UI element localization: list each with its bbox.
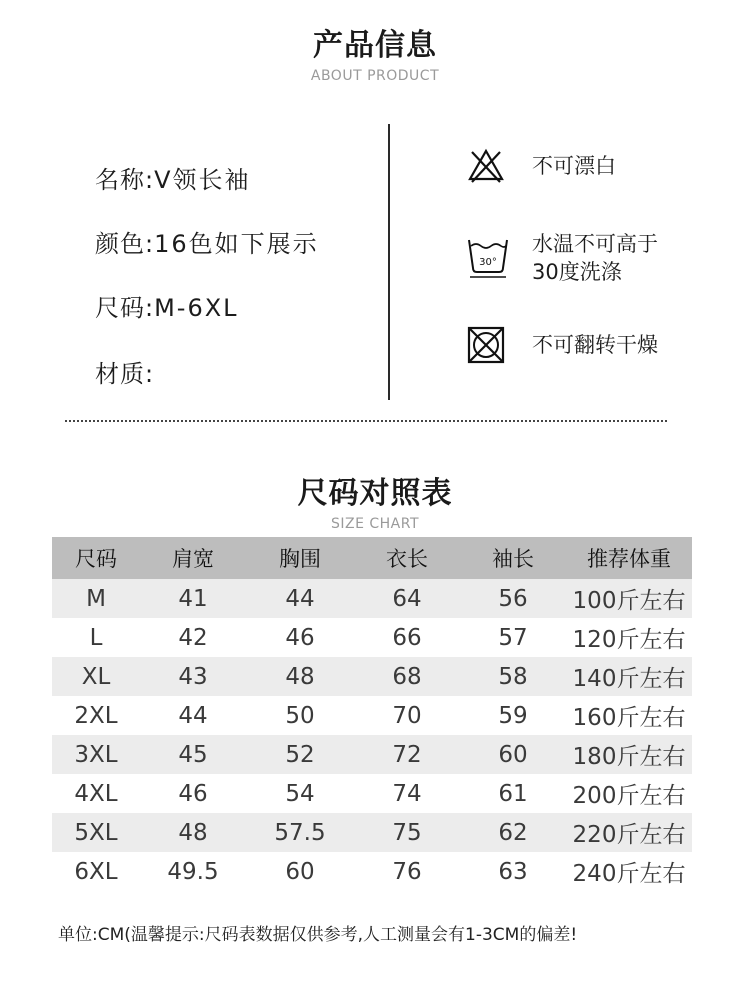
table-cell: 41 xyxy=(140,579,246,618)
size-chart-table xyxy=(52,537,692,891)
table-cell: 56 xyxy=(460,579,566,618)
table-cell: 140斤左右 xyxy=(566,657,692,696)
header-cell: 衣长 xyxy=(354,537,460,579)
table-cell: 64 xyxy=(354,579,460,618)
care-text: 不可翻转干燥 xyxy=(532,333,658,357)
header-cell: 尺码 xyxy=(52,537,140,579)
table-cell: 200斤左右 xyxy=(566,774,692,813)
table-cell: 66 xyxy=(354,618,460,657)
header-cell: 推荐体重 xyxy=(566,537,692,579)
table-cell: 49.5 xyxy=(140,852,246,891)
table-cell: 61 xyxy=(460,774,566,813)
measurement-note: 单位:CM(温馨提示:尺码表数据仅供参考,人工测量会有1-3CM的偏差! xyxy=(58,925,578,945)
table-cell: L xyxy=(52,618,140,657)
table-row xyxy=(52,813,692,852)
table-cell: 72 xyxy=(354,735,460,774)
wash-30-icon xyxy=(466,236,510,280)
table-cell: 52 xyxy=(246,735,354,774)
table-cell: 57.5 xyxy=(246,813,354,852)
table-cell: 54 xyxy=(246,774,354,813)
table-cell: 74 xyxy=(354,774,460,813)
dotted-separator xyxy=(65,420,667,422)
table-cell: 60 xyxy=(246,852,354,891)
table-cell: 58 xyxy=(460,657,566,696)
table-cell: 63 xyxy=(460,852,566,891)
table-cell: 240斤左右 xyxy=(566,852,692,891)
header-cell: 肩宽 xyxy=(140,537,246,579)
product-info-subtitle: ABOUT PRODUCT xyxy=(310,68,440,84)
table-cell: 50 xyxy=(246,696,354,735)
header-cell: 袖长 xyxy=(460,537,566,579)
table-cell: 220斤左右 xyxy=(566,813,692,852)
table-row xyxy=(52,696,692,735)
table-cell: 45 xyxy=(140,735,246,774)
care-text: 不可漂白 xyxy=(532,154,616,178)
product-info-header xyxy=(0,20,750,84)
table-row xyxy=(52,657,692,696)
table-cell: 3XL xyxy=(52,735,140,774)
size-chart-subtitle: SIZE CHART xyxy=(330,516,420,532)
table-cell: 42 xyxy=(140,618,246,657)
info-row-name xyxy=(95,160,251,195)
table-cell: 48 xyxy=(140,813,246,852)
table-cell: 2XL xyxy=(52,696,140,735)
table-cell: 43 xyxy=(140,657,246,696)
table-cell: 46 xyxy=(140,774,246,813)
info-row-material xyxy=(95,354,154,389)
info-label: 名称: xyxy=(95,166,155,194)
table-cell: 62 xyxy=(460,813,566,852)
table-cell: 48 xyxy=(246,657,354,696)
table-cell: 59 xyxy=(460,696,566,735)
info-value: V领长袖 xyxy=(154,166,251,194)
no-tumble-dry-icon xyxy=(466,325,506,365)
table-cell: 60 xyxy=(460,735,566,774)
table-cell: 180斤左右 xyxy=(566,735,692,774)
vertical-divider xyxy=(388,124,390,400)
info-value: 16色如下展示 xyxy=(154,230,319,258)
table-row xyxy=(52,774,692,813)
info-label: 颜色: xyxy=(95,230,155,258)
info-row-color xyxy=(95,224,319,259)
table-cell: 6XL xyxy=(52,852,140,891)
table-cell: M xyxy=(52,579,140,618)
product-info-title: 产品信息 xyxy=(313,28,437,63)
size-chart-title: 尺码对照表 xyxy=(297,476,453,511)
table-cell: 68 xyxy=(354,657,460,696)
table-cell: 44 xyxy=(246,579,354,618)
table-row xyxy=(52,852,692,891)
table-row xyxy=(52,618,692,657)
info-label: 材质: xyxy=(95,360,155,388)
header-cell: 胸围 xyxy=(246,537,354,579)
no-bleach-icon xyxy=(466,146,506,186)
info-row-size xyxy=(95,288,239,323)
table-cell: 44 xyxy=(140,696,246,735)
table-cell: 75 xyxy=(354,813,460,852)
table-cell: 100斤左右 xyxy=(566,579,692,618)
info-label: 尺码: xyxy=(95,294,155,322)
table-cell: 57 xyxy=(460,618,566,657)
table-cell: 4XL xyxy=(52,774,140,813)
table-row xyxy=(52,579,692,618)
wash-temp-label: 30° xyxy=(479,257,497,268)
table-cell: 70 xyxy=(354,696,460,735)
table-cell: XL xyxy=(52,657,140,696)
care-text: 水温不可高于30度洗涤 xyxy=(532,232,658,284)
size-chart-header xyxy=(0,468,750,532)
info-value: M-6XL xyxy=(154,294,239,322)
table-cell: 76 xyxy=(354,852,460,891)
table-row xyxy=(52,735,692,774)
table-header-row xyxy=(52,537,692,579)
table-cell: 5XL xyxy=(52,813,140,852)
table-cell: 160斤左右 xyxy=(566,696,692,735)
table-cell: 46 xyxy=(246,618,354,657)
table-cell: 120斤左右 xyxy=(566,618,692,657)
